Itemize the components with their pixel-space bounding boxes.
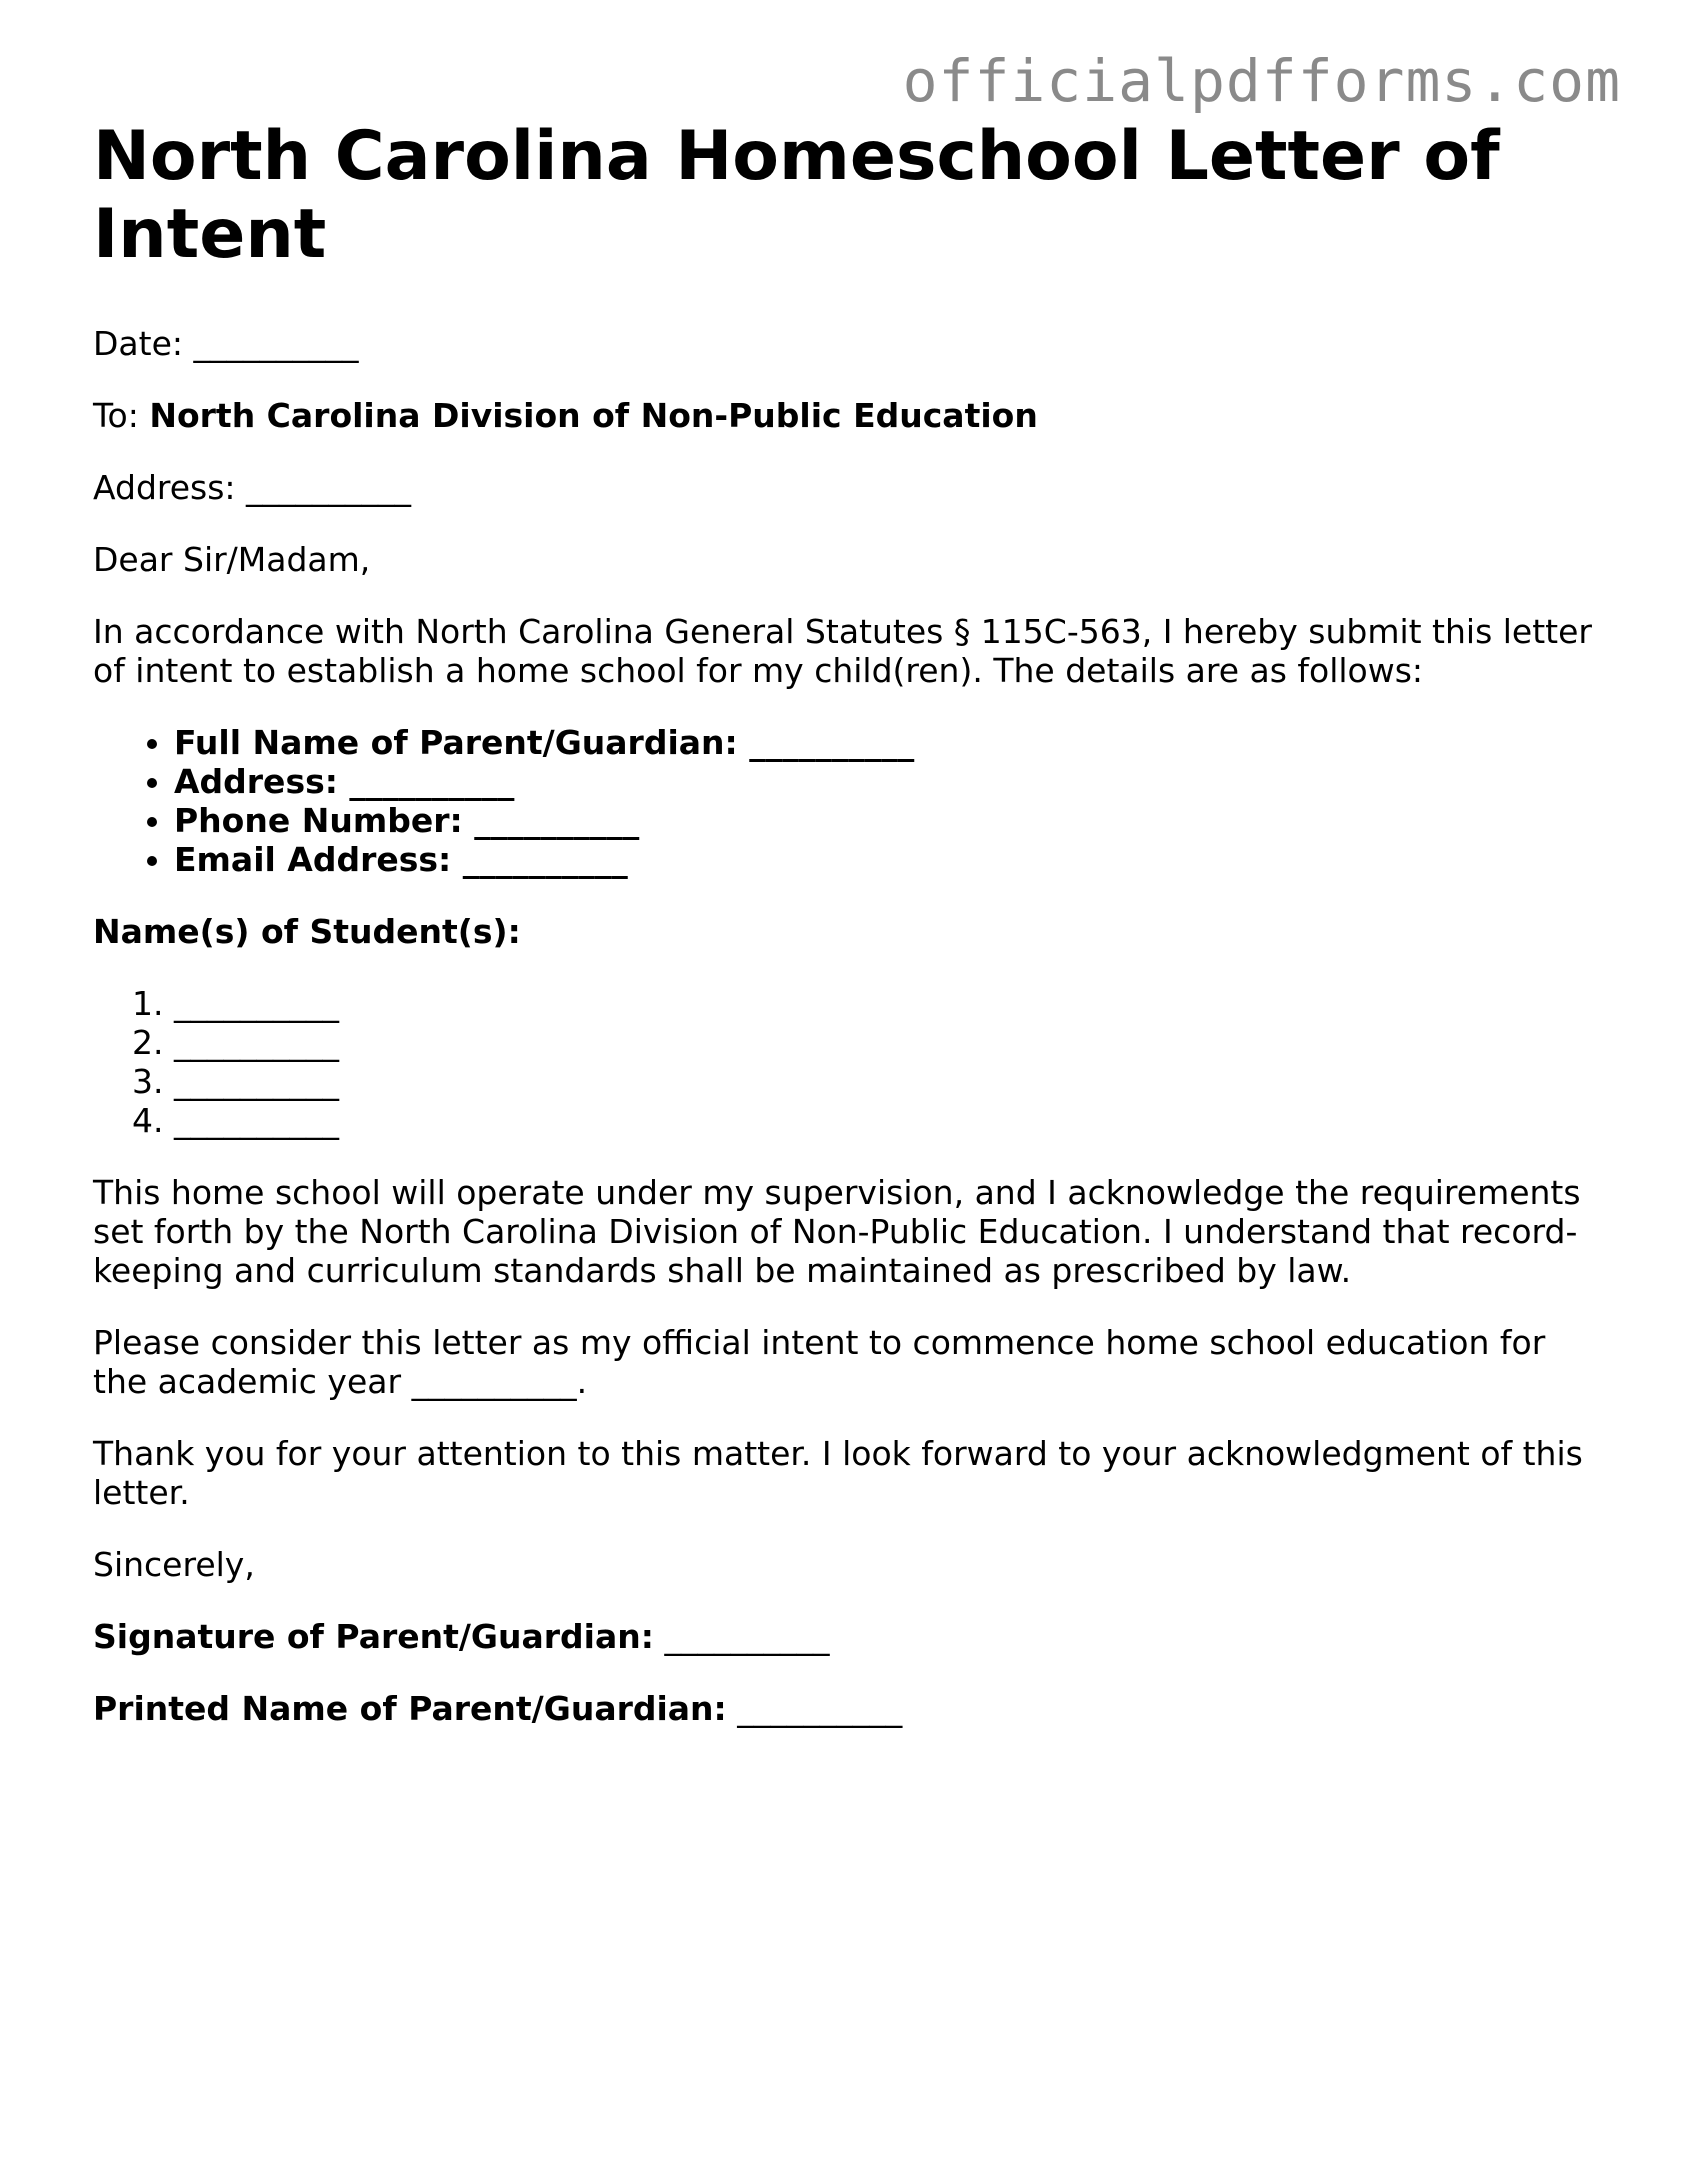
- salutation: Dear Sir/Madam,: [93, 540, 371, 579]
- list-item: [174, 762, 1593, 801]
- address-line: [93, 468, 1593, 507]
- student-3-blank[interactable]: __________: [174, 1062, 339, 1101]
- address-label: Address:: [93, 468, 236, 507]
- list-item: [174, 984, 1593, 1023]
- phone-blank[interactable]: __________: [474, 801, 640, 840]
- academic-year-paragraph: [93, 1323, 1593, 1401]
- phone-label: Phone Number:: [174, 801, 463, 840]
- printed-name-line: [93, 1689, 1593, 1728]
- supervision-paragraph: This home school will operate under my supervision, and I acknowledge the requirements set forth by the North Carolina Division of Non-Public Education. I understand that record-keeping and curriculum standards shall be maintained as prescribed by law.: [93, 1173, 1581, 1290]
- email-blank[interactable]: __________: [462, 840, 628, 879]
- signature-blank[interactable]: __________: [664, 1617, 830, 1656]
- watermark: officialpdfforms.com: [902, 47, 1621, 115]
- list-item: [174, 1062, 1593, 1101]
- parent-name-label: Full Name of Parent/Guardian:: [174, 723, 738, 762]
- academic-year-text: Please consider this letter as my official intent to commence home school education for the academic year: [93, 1323, 1546, 1401]
- parent-address-label: Address:: [174, 762, 338, 801]
- to-label: To:: [93, 396, 139, 435]
- student-2-blank[interactable]: __________: [174, 1023, 339, 1062]
- letter-page: [93, 118, 1593, 1761]
- email-label: Email Address:: [174, 840, 452, 879]
- recipient-name: North Carolina Division of Non-Public Education: [149, 396, 1038, 435]
- academic-year-period: .: [576, 1362, 588, 1401]
- student-1-blank[interactable]: __________: [174, 984, 339, 1023]
- list-item: [174, 840, 1593, 879]
- thanks-paragraph: Thank you for your attention to this matter. I look forward to your acknowledgment of this letter.: [93, 1434, 1583, 1512]
- students-list: [93, 984, 1593, 1140]
- page-title: North Carolina Homeschool Letter of Intent: [93, 117, 1500, 274]
- academic-year-blank[interactable]: __________: [411, 1362, 577, 1401]
- date-line: [93, 324, 1593, 363]
- students-heading-text: Name(s) of Student(s):: [93, 912, 521, 951]
- student-4-blank[interactable]: __________: [174, 1101, 339, 1140]
- printed-name-label: Printed Name of Parent/Guardian:: [93, 1689, 727, 1728]
- printed-name-blank[interactable]: __________: [737, 1689, 903, 1728]
- list-item: [174, 801, 1593, 840]
- date-label: Date:: [93, 324, 183, 363]
- students-heading: [93, 912, 1593, 951]
- recipient-line: [93, 396, 1593, 435]
- list-item: [174, 1101, 1593, 1140]
- address-blank[interactable]: __________: [246, 468, 412, 507]
- parent-name-blank[interactable]: __________: [749, 723, 915, 762]
- parent-details-list: [93, 723, 1593, 879]
- parent-address-blank[interactable]: __________: [349, 762, 515, 801]
- intro-paragraph: In accordance with North Carolina General Statutes § 115C-563, I hereby submit this letter of intent to establish a home school for my child(ren). The details are as follows:: [93, 612, 1592, 690]
- date-blank[interactable]: __________: [193, 324, 359, 363]
- list-item: [174, 1023, 1593, 1062]
- closing: Sincerely,: [93, 1545, 255, 1584]
- list-item: [174, 723, 1593, 762]
- signature-line: [93, 1617, 1593, 1656]
- signature-label: Signature of Parent/Guardian:: [93, 1617, 654, 1656]
